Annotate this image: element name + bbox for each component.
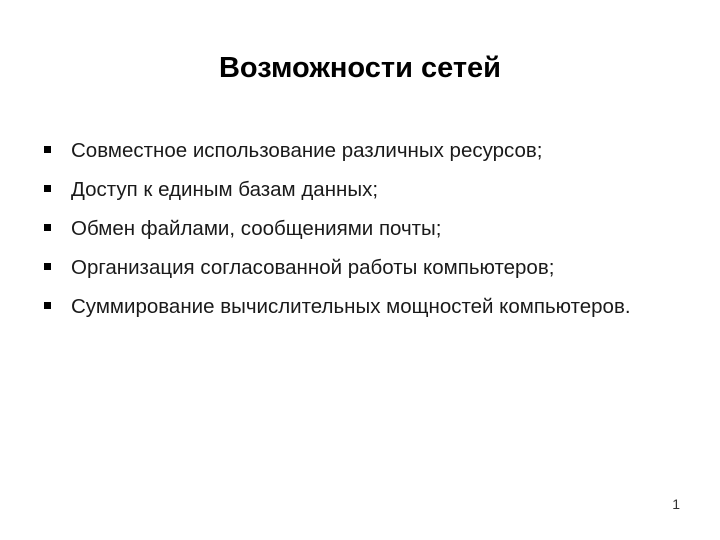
bullet-item (40, 173, 670, 206)
bullet-text: Обмен файлами, сообщениями почты; (71, 217, 442, 240)
bullet-text: Доступ к единым базам данных; (71, 178, 379, 201)
page-number: 1 (672, 496, 680, 512)
square-bullet-icon (44, 224, 51, 231)
square-bullet-icon (44, 146, 51, 153)
bullet-item (40, 134, 670, 167)
bullet-item (40, 251, 670, 284)
square-bullet-icon (44, 302, 51, 309)
bullet-list (40, 134, 670, 329)
slide-title: Возможности сетей (218, 52, 502, 84)
square-bullet-icon (44, 263, 51, 270)
bullet-text: Организация согласованной работы компьютеров; (71, 256, 555, 279)
bullet-item (40, 290, 670, 323)
bullet-text: Совместное использование различных ресурсов; (71, 139, 543, 162)
bullet-text: Суммирование вычислительных мощностей компьютеров. (71, 295, 631, 318)
bullet-item (40, 212, 670, 245)
square-bullet-icon (44, 185, 51, 192)
